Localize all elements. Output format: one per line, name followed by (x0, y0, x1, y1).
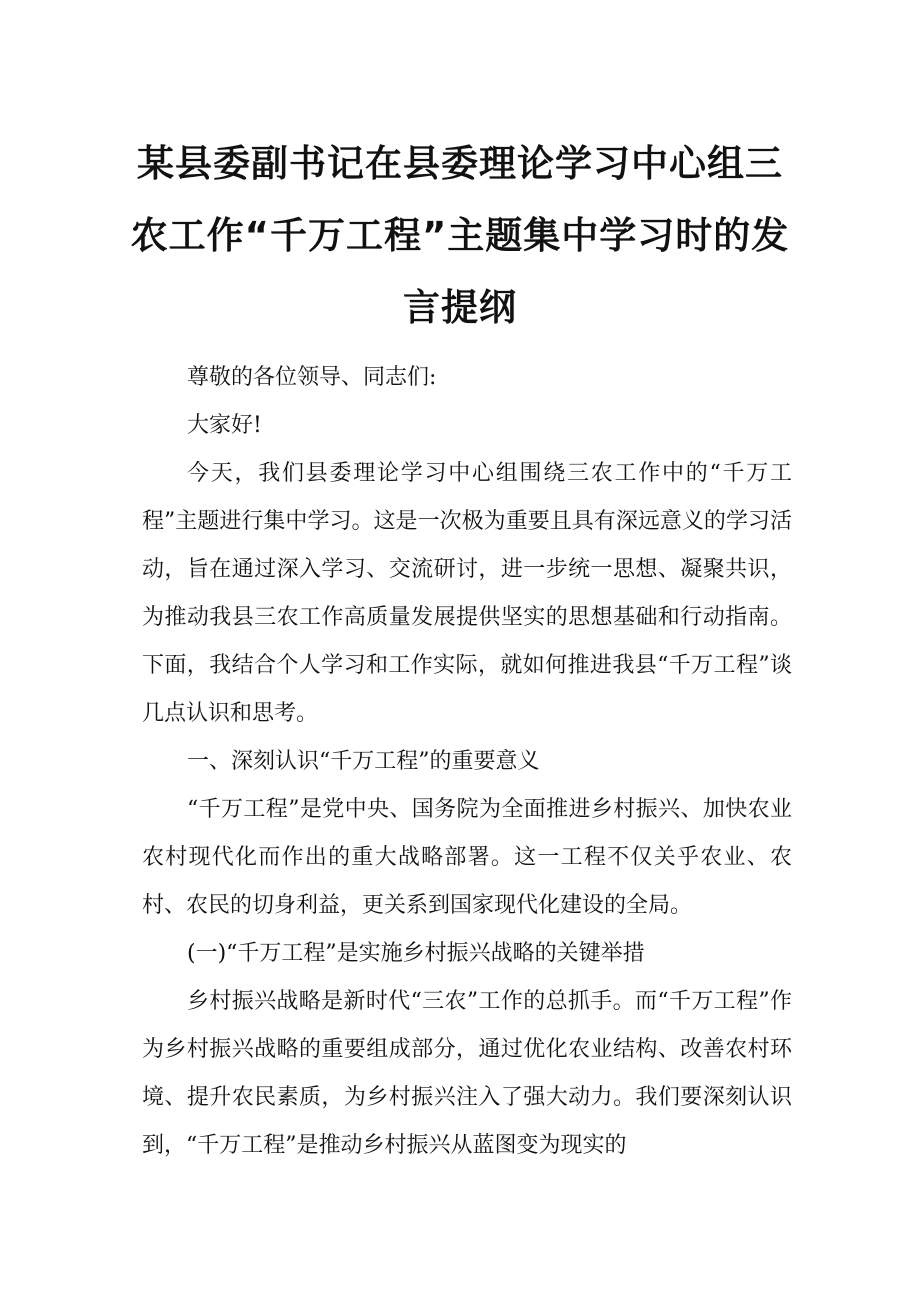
document-title: 某县委副书记在县委理论学习中心组三农工作“千万工程”主题集中学习时的发言提纲 (130, 142, 790, 329)
section-heading-1: 一、深刻认识“千万工程”的重要意义 (187, 749, 540, 774)
intro-paragraph: 今天，我们县委理论学习中心组围绕三农工作中的“千万工程”主题进行集中学习。这是一次极为重要且具有深远意义的学习活动，旨在通过深入学习、交流研讨，进一步统一思想、凝聚共识，为推动我县三农工作高质量发展提供坚实的思想基础和行动指南。下面，我结合个人学习和工作实际，就如何推进我县“千万工程”谈几点认识和思考。 (142, 461, 792, 726)
document-body (142, 354, 792, 1170)
subsection-heading-1: (一)“千万工程”是实施乡村振兴战略的关键举措 (187, 941, 645, 966)
body-paragraph: “千万工程”是党中央、国务院为全面推进乡村振兴、加快农业农村现代化而作出的重大战略部署。这一工程不仅关乎农业、农村、农民的切身利益，更关系到国家现代化建设的全局。 (142, 797, 792, 918)
salutation: 尊敬的各位领导、同志们: (187, 365, 437, 390)
greeting: 大家好! (187, 413, 262, 438)
body-paragraph: 乡村振兴战略是新时代“三农”工作的总抓手。而“千万工程”作为乡村振兴战略的重要组成部分，通过优化农业结构、改善农村环境、提升农民素质，为乡村振兴注入了强大动力。我们要深刻认识到，“千万工程”是推动乡村振兴从蓝图变为现实的 (142, 989, 792, 1158)
